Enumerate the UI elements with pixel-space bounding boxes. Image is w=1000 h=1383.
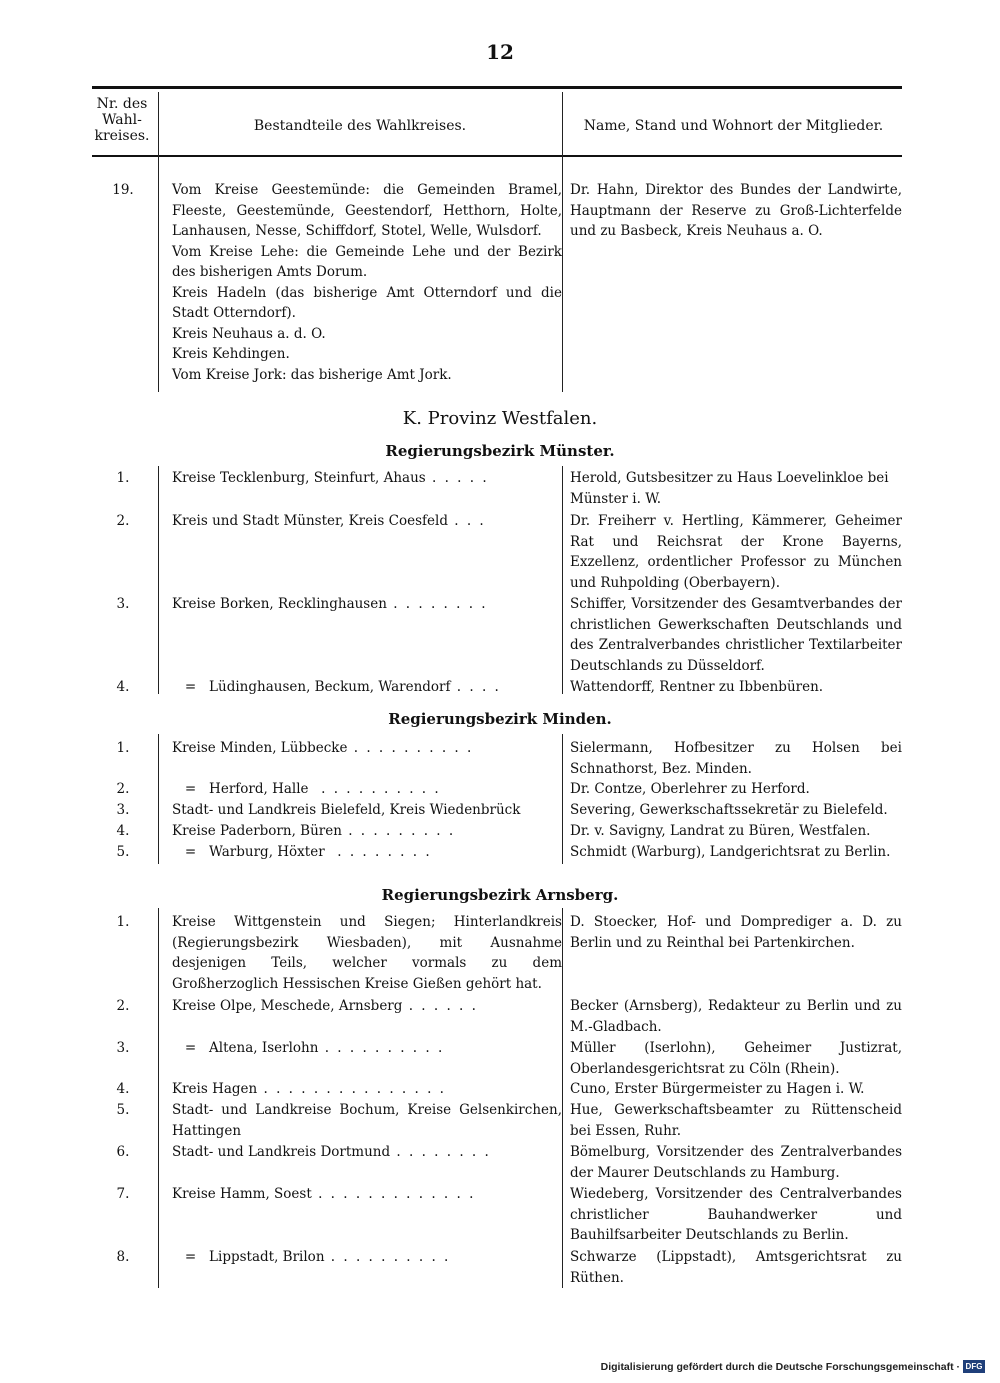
row-parts-text: Kreise Minden, Lübbecke: [172, 740, 348, 756]
leader-dots: . . . .: [450, 679, 501, 695]
header-members: Name, Stand und Wohnort der Mitglieder.: [583, 118, 884, 134]
column-divider-right: [562, 734, 563, 864]
table-top-rule: [92, 86, 902, 89]
row-member: Wiedeberg, Vorsitzender des Centralverbandes christlicher Bauhandwerker und Bauhilfsarbeiter Deutschlands zu Berlin.: [570, 1186, 902, 1243]
row-parts-text: Kreise Borken, Recklinghausen: [172, 596, 387, 612]
district-heading-minden: Regierungsbezirk Minden.: [388, 710, 612, 728]
row-number: 4.: [116, 679, 130, 695]
row-number: 3.: [116, 596, 130, 612]
row-parts-text: = Warburg, Höxter: [172, 844, 325, 860]
row-parts-text: = Herford, Halle: [172, 781, 309, 797]
row-number: 1.: [116, 740, 130, 756]
leader-dots: . . . . . . . . . .: [308, 781, 441, 797]
row-number: 8.: [116, 1249, 130, 1265]
row-parts: [172, 468, 562, 489]
row-member: D. Stoecker, Hof- und Domprediger a. D. zu Berlin und zu Reinthal bei Partenkirchen.: [570, 914, 902, 951]
row-number: 2.: [116, 513, 130, 529]
row-member: Dr. Contze, Oberlehrer zu Herford.: [570, 781, 810, 797]
leader-dots: . . . . . . . .: [386, 596, 488, 612]
row-number: 2.: [116, 781, 130, 797]
row-parts-text: Stadt- und Landkreis Dortmund: [172, 1144, 391, 1160]
row-member: Bömelburg, Vorsitzender des Zentralverbandes der Maurer Deutschlands zu Hamburg.: [570, 1144, 902, 1181]
column-divider-left: [158, 466, 159, 694]
row-parts: Vom Kreise Geestemünde: die Gemeinden Bramel, Fleeste, Geestemünde, Geestendorf, Hetthorn, Holte, Lanhausen, Nesse, Schiffdorf, Stotel, Welle, Wulsdorf. Vom Kreise Lehe: die Gemeinde Lehe und der Bezirk des bisherigen Amts Dorum. Kreis Hadeln (das bisherige Amt Otterndorf und die Stadt Otterndorf). Kreis Neuhaus a. d. O. Kreis Kehdingen. Vom Kreise Jork: das bisherige Amt Jork.: [172, 182, 562, 383]
header-parts: Bestandteile des Wahlkreises.: [253, 118, 467, 134]
row-number: 6.: [116, 1144, 130, 1160]
district-heading-arnsberg: Regierungsbezirk Arnsberg.: [381, 886, 619, 904]
row-member: Dr. Freiherr v. Hertling, Kämmerer, Geheimer Rat und Reichsrat der Krone Bayerns, Exzellenz, ordentlicher Professor zu München und Ruhpolding (Oberbayern).: [570, 513, 902, 591]
row-member: Severing, Gewerkschaftssekretär zu Bielefeld.: [570, 802, 888, 818]
row-parts: [172, 996, 562, 1017]
row-number: 19.: [112, 182, 134, 198]
row-parts: [172, 677, 562, 698]
row-member: Schiffer, Vorsitzender des Gesamtverbandes der christlichen Gewerkschaften Deutschlands und des Zentralverbandes christlicher Textilarbeiter Deutschlands zu Düsseldorf.: [570, 596, 902, 674]
row-member: Müller (Iserlohn), Geheimer Justizrat, Oberlandesgerichtsrat zu Cöln (Rhein).: [570, 1040, 902, 1077]
leader-dots: . . . . . . . .: [324, 844, 432, 860]
province-heading: K. Provinz Westfalen.: [402, 408, 598, 429]
leader-dots: . . . . . . . .: [390, 1144, 491, 1160]
row-number: 1.: [116, 470, 130, 486]
row-member: Hue, Gewerkschaftsbeamter zu Rüttenscheid bei Essen, Ruhr.: [570, 1102, 902, 1139]
header-nr: Nr. des Wahl-kreises.: [94, 96, 150, 144]
row-parts-text: Stadt- und Landkreis Bielefeld, Kreis Wiedenbrück: [172, 802, 521, 818]
page-number: 12: [486, 40, 514, 64]
row-number: 4.: [116, 1081, 130, 1097]
row-parts-text: Kreise Hamm, Soest: [172, 1186, 312, 1202]
row-parts: [172, 821, 562, 842]
row-number: 3.: [116, 1040, 130, 1056]
row-member: Schwarze (Lippstadt), Amtsgerichtsrat zu Rüthen.: [570, 1249, 902, 1286]
row-parts: [172, 511, 562, 532]
row-member: Dr. v. Savigny, Landrat zu Büren, Westfalen.: [570, 823, 871, 839]
column-divider-right: [562, 466, 563, 694]
column-divider-right: [562, 908, 563, 1288]
district-heading-muenster: Regierungsbezirk Münster.: [385, 442, 615, 460]
row-parts-text: Kreise Paderborn, Büren: [172, 823, 342, 839]
row-parts-text: Kreise Olpe, Meschede, Arnsberg: [172, 998, 403, 1014]
row-number: 3.: [116, 802, 130, 818]
row-parts: [172, 800, 562, 821]
row-number: 5.: [116, 844, 130, 860]
row-number: 5.: [116, 1102, 130, 1118]
row-parts-text: Kreise Tecklenburg, Steinfurt, Ahaus: [172, 470, 426, 486]
row-member: Dr. Hahn, Direktor des Bundes der Landwirte, Hauptmann der Reserve zu Groß-Lichterfelde und zu Basbeck, Kreis Neuhaus a. O.: [570, 182, 902, 239]
row-number: 1.: [116, 914, 130, 930]
digitization-credit: Digitalisierung gefördert durch die Deutsche Forschungsgemeinschaft ·: [600, 1361, 960, 1373]
column-divider-right: [562, 92, 563, 392]
row-parts: [172, 738, 562, 759]
row-member: Schmidt (Warburg), Landgerichtsrat zu Berlin.: [570, 844, 891, 860]
row-parts-text: Kreis Hagen: [172, 1081, 258, 1097]
row-parts: [172, 1247, 562, 1268]
row-parts: [172, 594, 562, 615]
row-parts-text: = Altena, Iserlohn: [172, 1040, 319, 1056]
row-parts: Kreise Wittgenstein und Siegen; Hinterlandkreis (Regierungsbezirk Wiesbaden), mit Ausnahme desjenigen Teils, welcher vormals zu dem Großherzoglich Hessischen Kreise Gießen gehört hat.: [172, 914, 562, 992]
leader-dots: . . . . . . . . . .: [324, 1249, 451, 1265]
row-parts: [172, 1184, 562, 1205]
leader-dots: . . . . . . . . . . . . . . .: [257, 1081, 446, 1097]
leader-dots: . . . . .: [425, 470, 489, 486]
row-parts: Stadt- und Landkreise Bochum, Kreise Gelsenkirchen, Hattingen: [172, 1102, 562, 1139]
dfg-logo: DFG: [963, 1360, 985, 1373]
row-parts-text: = Lippstadt, Brilon: [172, 1249, 325, 1265]
leader-dots: . . . . . . . . . .: [347, 740, 474, 756]
leader-dots: . . . . . . . . . .: [318, 1040, 445, 1056]
row-parts: [172, 779, 562, 800]
row-parts: [172, 1142, 562, 1163]
row-member: Becker (Arnsberg), Redakteur zu Berlin und zu M.-Gladbach.: [570, 998, 902, 1035]
row-member: Herold, Gutsbesitzer zu Haus Loevelinkloe bei Münster i. W.: [570, 470, 889, 507]
leader-dots: . . . . . . . . . . . . .: [311, 1186, 476, 1202]
row-member: Wattendorff, Rentner zu Ibbenbüren.: [570, 679, 824, 695]
leader-dots: . . .: [447, 513, 486, 529]
row-parts-text: Kreis und Stadt Münster, Kreis Coesfeld: [172, 513, 448, 529]
row-parts-text: = Lüdinghausen, Beckum, Warendorf: [172, 679, 451, 695]
row-member: Cuno, Erster Bürgermeister zu Hagen i. W.: [570, 1081, 865, 1097]
column-divider-left: [158, 92, 159, 392]
row-number: 7.: [116, 1186, 130, 1202]
row-parts: [172, 842, 562, 863]
table-header-rule: [92, 155, 902, 157]
column-divider-left: [158, 908, 159, 1288]
row-member: Sielermann, Hofbesitzer zu Holsen bei Schnathorst, Bez. Minden.: [570, 740, 902, 777]
row-parts: [172, 1079, 562, 1100]
column-divider-left: [158, 734, 159, 864]
leader-dots: . . . . . . . . .: [341, 823, 456, 839]
row-parts: [172, 1038, 562, 1059]
leader-dots: . . . . . .: [402, 998, 478, 1014]
row-number: 4.: [116, 823, 130, 839]
row-number: 2.: [116, 998, 130, 1014]
